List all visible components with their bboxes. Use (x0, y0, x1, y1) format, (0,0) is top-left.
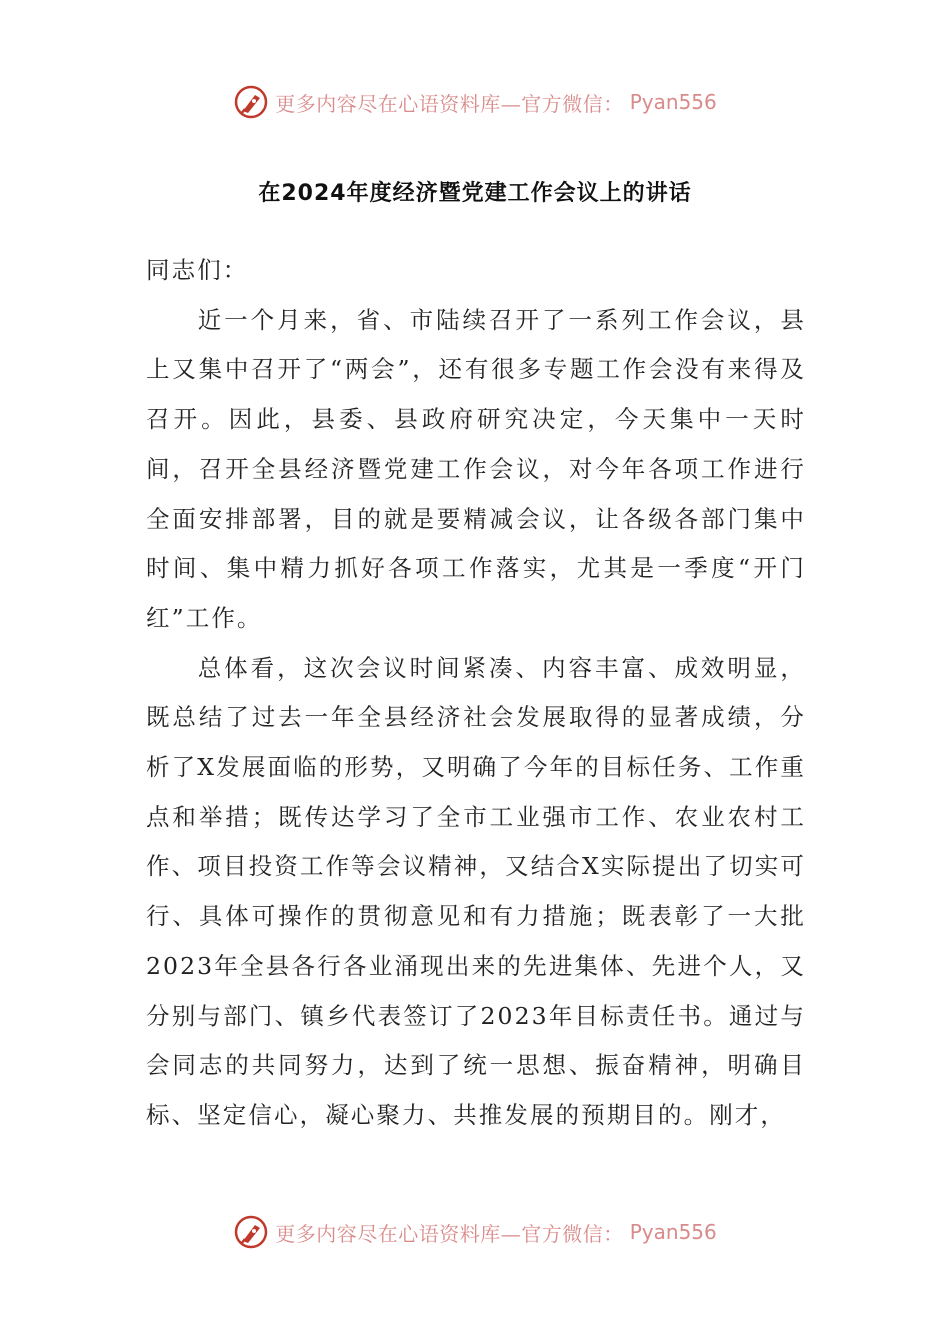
paragraph-1: 近一个月来，省、市陆续召开了一系列工作会议，县上又集中召开了“两会”，还有很多专题工作会没有来得及召开。因此，县委、县政府研究决定，今天集中一天时间，召开全县经济暨党建工作会议，对今年各项工作进行全面安排部署，目的就是要精减会议，让各级各部门集中时间、集中精力抓好各项工作落实，尤其是一季度“开门红”工作。 (146, 305, 806, 632)
document-body (146, 246, 806, 1141)
wechat-id: Pyan556 (629, 90, 717, 114)
pen-nib-logo-icon (233, 84, 269, 120)
wechat-id: Pyan556 (629, 1220, 717, 1244)
banner-text: 更多内容尽在心语资料库—官方微信： (275, 1221, 624, 1246)
paragraph-2: 总体看，这次会议时间紧凑、内容丰富、成效明显，既总结了过去一年全县经济社会发展取得的显著成绩，分析了X发展面临的形势，又明确了今年的目标任务、工作重点和举措；既传达学习了全市工业强市工作、农业农村工作、项目投资工作等会议精神，又结合X实际提出了切实可行、具体可操作的贯彻意见和有力措施；既表彰了一大批2023年全县各行各业涌现出来的先进集体、先进个人，又分别与部门、镇乡代表签订了2023年目标责任书。通过与会同志的共同努力，达到了统一思想、振奋精神，明确目标、坚定信心，凝心聚力、共推发展的预期目的。刚才， (146, 653, 806, 1129)
pen-nib-logo-icon (233, 1214, 269, 1250)
salutation: 同志们： (146, 256, 249, 284)
banner-text: 更多内容尽在心语资料库—官方微信： (275, 91, 624, 116)
footer-banner (0, 1210, 950, 1254)
document-title: 在2024年度经济暨党建工作会议上的讲话 (258, 181, 692, 206)
header-banner (0, 80, 950, 124)
